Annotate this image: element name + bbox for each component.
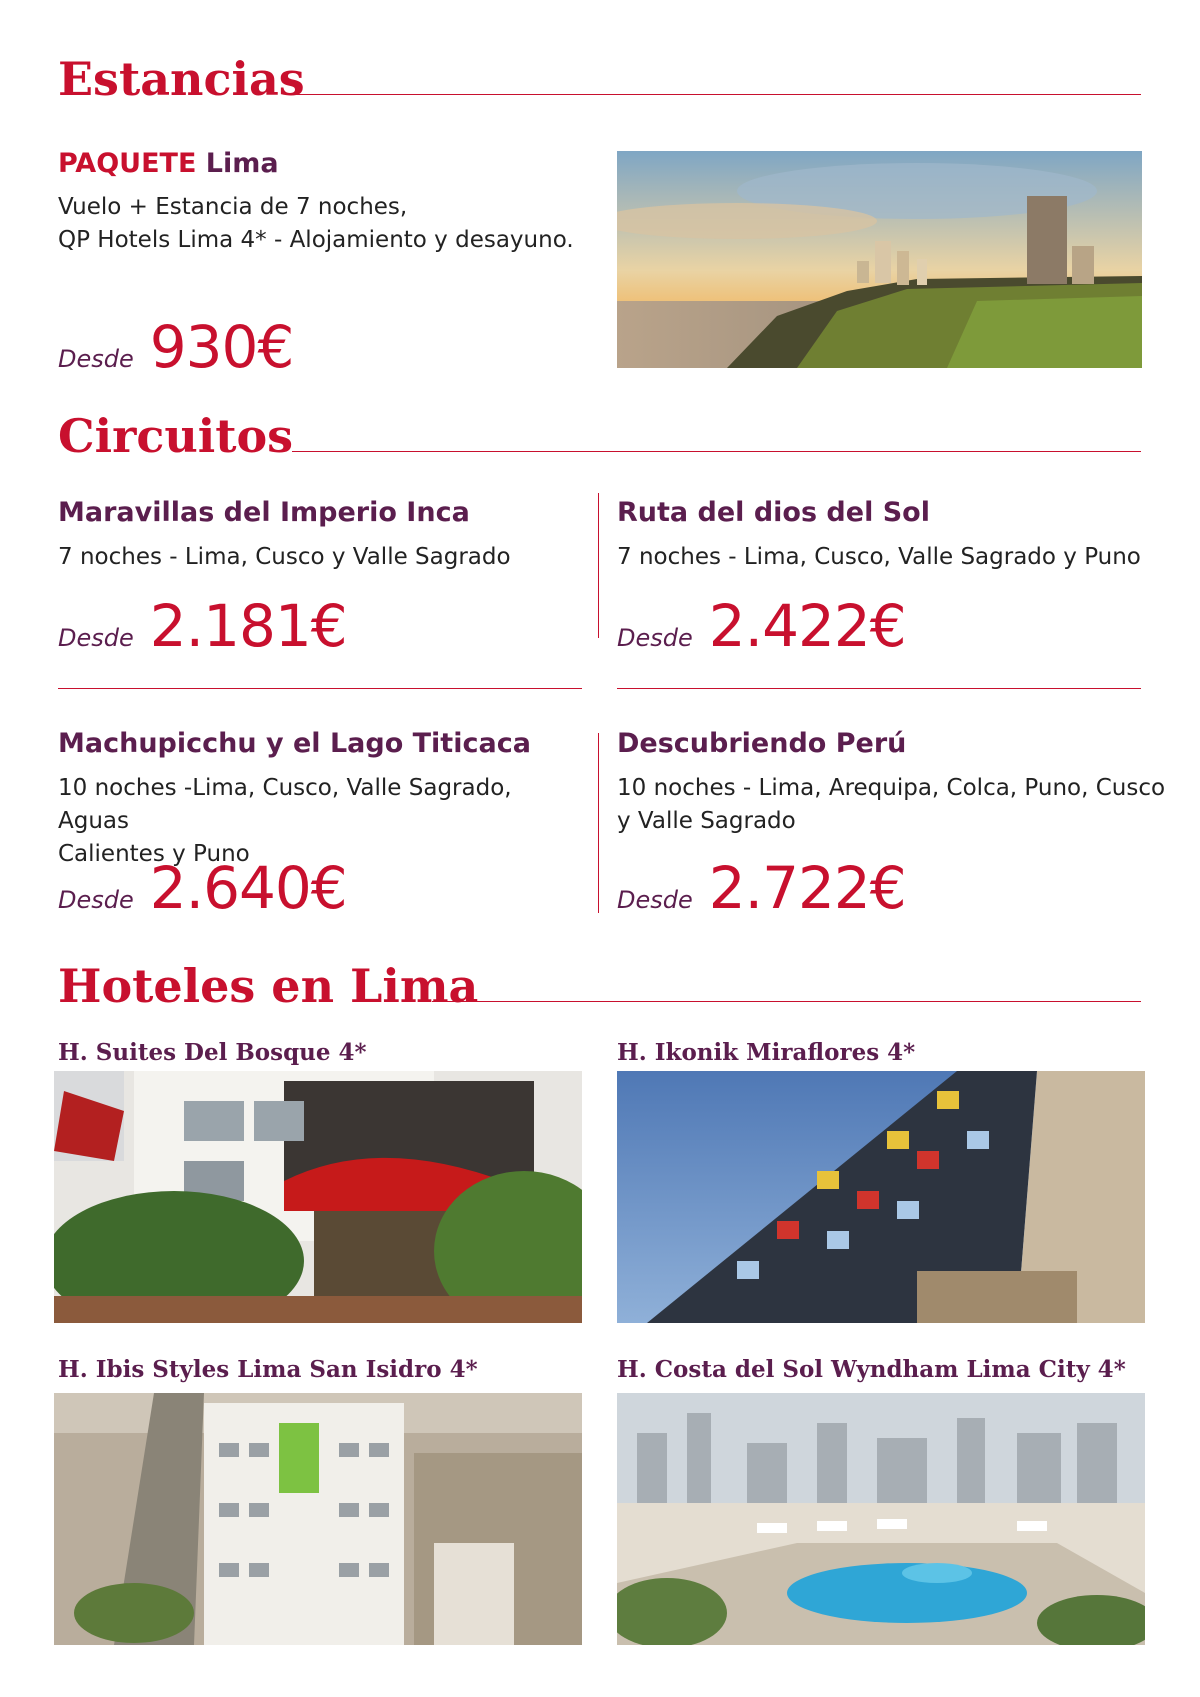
row-divider (58, 688, 582, 689)
desde-label: Desde (617, 624, 693, 652)
hotel-suites-del-bosque-photo (54, 1071, 582, 1323)
circuit-line-1: 7 noches - Lima, Cusco y Valle Sagrado (58, 544, 511, 570)
circuit-title: Ruta del dios del Sol (617, 497, 930, 528)
circuit-price: 2.181€ (149, 592, 347, 660)
lima-coast-photo (617, 151, 1142, 368)
package-price-row (58, 313, 294, 381)
hotel-name: H. Suites Del Bosque 4* (58, 1039, 367, 1066)
desde-label: Desde (58, 345, 134, 373)
hotel-name: H. Costa del Sol Wyndham Lima City 4* (617, 1356, 1126, 1383)
package-line-1: Vuelo + Estancia de 7 noches, (58, 194, 408, 220)
package-title (58, 148, 279, 179)
package-description (58, 191, 618, 257)
hotel-ikonik-miraflores-photo (617, 1071, 1145, 1323)
section-title-estancias: Estancias (58, 52, 305, 106)
column-divider (598, 493, 599, 638)
section-title-hoteles: Hoteles en Lima (58, 959, 479, 1013)
circuit-price: 2.722€ (708, 854, 906, 922)
row-divider (617, 688, 1141, 689)
circuit-line-2: y Valle Sagrado (617, 808, 796, 834)
hotel-ibis-styles-photo (54, 1393, 582, 1645)
package-line-2: QP Hotels Lima 4* - Alojamiento y desayuno. (58, 227, 574, 253)
section-title-circuitos: Circuitos (58, 409, 294, 463)
section-divider (292, 451, 1141, 452)
circuit-line-2: Calientes y Puno (58, 841, 250, 867)
circuit-title: Descubriendo Perú (617, 728, 907, 759)
column-divider (598, 733, 599, 913)
desde-label: Desde (58, 624, 134, 652)
circuit-title: Machupicchu y el Lago Titicaca (58, 728, 531, 759)
hotel-name: H. Ibis Styles Lima San Isidro 4* (58, 1356, 478, 1383)
section-divider (292, 94, 1141, 95)
desde-label: Desde (58, 886, 134, 914)
circuit-line-1: 7 noches - Lima, Cusco, Valle Sagrado y Puno (617, 544, 1141, 570)
package-label-place: Lima (205, 148, 279, 179)
circuit-price-row (617, 592, 906, 660)
circuit-price-row (58, 592, 347, 660)
circuit-title: Maravillas del Imperio Inca (58, 497, 470, 528)
desde-label: Desde (617, 886, 693, 914)
hotel-costa-del-sol-photo (617, 1393, 1145, 1645)
circuit-price-row (617, 854, 906, 922)
section-divider (432, 1001, 1141, 1002)
circuit-line-1: 10 noches - Lima, Arequipa, Colca, Puno, Cusco (617, 775, 1166, 801)
circuit-description (617, 541, 1177, 574)
circuit-line-1: 10 noches -Lima, Cusco, Valle Sagrado, Aguas (58, 775, 512, 834)
hotel-name: H. Ikonik Miraflores 4* (617, 1039, 916, 1066)
package-label-highlight: PAQUETE (58, 148, 197, 179)
circuit-price: 2.640€ (149, 854, 347, 922)
circuit-description (617, 772, 1177, 838)
circuit-description (58, 541, 588, 574)
circuit-price: 2.422€ (708, 592, 906, 660)
package-price: 930€ (149, 313, 294, 381)
